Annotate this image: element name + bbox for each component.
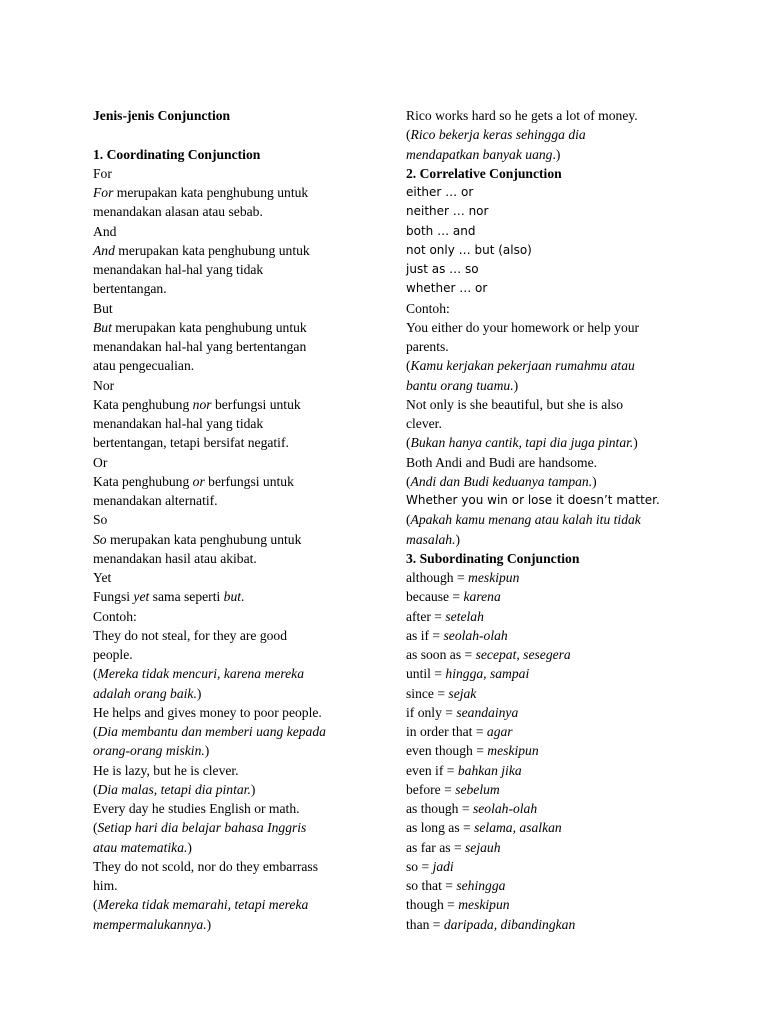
conjunction-english: so that: [406, 878, 442, 893]
correlative-pair: neither … nor: [406, 204, 489, 219]
correlative-pair: both … and: [406, 223, 476, 238]
example-2-translation-line1: (Dia membantu dan memberi uang kepada: [93, 724, 326, 739]
translation-text: Andi dan Budi keduanya tampan.: [410, 473, 593, 489]
subordinating-item: even if = bahkan jika: [406, 762, 522, 778]
conjunction-english: though: [406, 897, 444, 913]
conjunction-indonesian: sejak: [448, 685, 477, 701]
desc-text: berfungsi untuk: [204, 473, 294, 489]
example-6-translation-line1: (Rico bekerja keras sehingga dia: [406, 127, 586, 143]
conjunction-indonesian: sejauh: [465, 839, 501, 855]
desc-text: merupakan kata penghubung untuk: [106, 531, 302, 547]
correlative-example-4-translation-line2: masalah.): [406, 531, 461, 547]
correlative-pair: just as … so: [406, 262, 479, 276]
example-4-translation-line2: atau matematika.): [93, 839, 192, 855]
conjunction-english: although: [406, 570, 454, 585]
italic-term: nor: [192, 396, 212, 412]
conjunction-english: so: [406, 858, 419, 874]
conjunction-english: in order that: [406, 724, 473, 739]
conjunction-indonesian: bahkan jika: [457, 762, 522, 778]
spacer: [93, 125, 383, 144]
correlative-pair: either … or: [406, 185, 474, 199]
correlative-list: [406, 183, 706, 299]
example-5-line2: him.: [93, 878, 118, 893]
conjunction-english: than: [406, 916, 430, 932]
subordinating-item: even though = meskipun: [406, 743, 539, 759]
example-3: He is lazy, but he is clever.: [93, 762, 239, 778]
conjunction-english: as though: [406, 801, 459, 816]
desc-so-line1: [93, 530, 383, 549]
translation-text: Mereka tidak mencuri, karena mereka: [97, 666, 304, 682]
conjunction-indonesian: sebelum: [455, 781, 500, 797]
contoh-label: Contoh:: [406, 300, 450, 316]
subordinating-item: in order that = agar: [406, 724, 513, 739]
conjunction-indonesian: meskipun: [458, 897, 510, 913]
example-5-translation-line1: (Mereka tidak memarahi, tetapi mereka: [93, 897, 309, 913]
translation-text: mempermalukannya.: [93, 916, 207, 932]
example-6-translation-line2: mendapatkan banyak uang.): [406, 146, 561, 162]
translation-text: Setiap hari dia belajar bahasa Inggris: [97, 820, 307, 836]
correlative-pair: not only … but (also): [406, 242, 532, 257]
correlative-example-4-translation-line1: (Apakah kamu menang atau kalah itu tidak: [406, 512, 641, 528]
desc-or-line1: [93, 472, 383, 491]
italic-term: or: [192, 473, 205, 489]
conjunction-indonesian: karena: [463, 589, 501, 605]
subordinating-item: as far as = sejauh: [406, 839, 501, 855]
desc-text: sama seperti: [149, 589, 224, 605]
left-column: [93, 106, 383, 934]
correlative-example-2-line1: Not only is she beautiful, but she is also: [406, 396, 624, 412]
desc-and-line1: [93, 241, 383, 260]
subordinating-item: if only = seandainya: [406, 704, 519, 720]
term-but: But: [93, 300, 113, 316]
term-for: For: [93, 165, 112, 181]
correlative-example-1-line2: parents.: [406, 339, 449, 354]
italic-term: And: [93, 242, 115, 258]
conjunction-english: even if: [406, 762, 444, 778]
example-2-translation-line2: orang-orang miskin.): [93, 743, 210, 759]
conjunction-english: because: [406, 589, 450, 605]
example-4-translation-line1: (Setiap hari dia belajar bahasa Inggris: [93, 820, 307, 836]
contoh-label: Contoh:: [93, 608, 137, 624]
subordinating-list: [406, 568, 706, 934]
conjunction-indonesian: seolah-olah: [443, 627, 508, 643]
subordinating-item: so that = sehingga: [406, 878, 506, 893]
conjunction-indonesian: setelah: [445, 608, 484, 624]
translation-text: adalah orang baik.: [93, 685, 197, 701]
correlative-example-1-translation-line1: (Kamu kerjakan pekerjaan rumahmu atau: [406, 358, 635, 374]
desc-text: Kata penghubung: [93, 473, 193, 489]
desc-so-line2: menandakan hasil atau akibat.: [93, 550, 257, 566]
subordinating-item: though = meskipun: [406, 897, 510, 913]
subordinating-item: before = sebelum: [406, 781, 500, 797]
example-5-translation-line2: mempermalukannya.): [93, 916, 212, 932]
example-3-translation: (Dia malas, tetapi dia pintar.): [93, 781, 256, 797]
correlative-example-3: Both Andi and Budi are handsome.: [406, 454, 598, 470]
correlative-example-4: Whether you win or lose it doesn’t matter.: [406, 493, 660, 507]
desc-but-line1: [93, 318, 383, 337]
translation-text: atau matematika.: [93, 839, 188, 855]
translation-text: mendapatkan banyak uang: [406, 146, 553, 162]
conjunction-indonesian: secepat, sesegera: [475, 647, 571, 662]
subordinating-item: although = meskipun: [406, 570, 520, 585]
desc-text: Kata penghubung: [93, 396, 193, 412]
translation-text: Bukan hanya cantik, tapi dia juga pintar.: [410, 435, 634, 451]
subordinating-item: so = jadi: [406, 858, 454, 874]
desc-and-line3: bertentangan.: [93, 281, 167, 297]
example-5-line1: They do not scold, nor do they embarrass: [93, 858, 319, 874]
desc-or-line2: menandakan alternatif.: [93, 493, 218, 508]
example-1-line1: They do not steal, for they are good: [93, 627, 288, 643]
example-1-translation-line1: (Mereka tidak mencuri, karena mereka: [93, 666, 304, 682]
conjunction-indonesian: seandainya: [456, 704, 519, 720]
desc-text: merupakan kata penghubung untuk: [114, 242, 310, 258]
conjunction-english: after: [406, 608, 431, 624]
conjunction-indonesian: seolah-olah: [472, 801, 538, 816]
translation-text: orang-orang miskin.: [93, 743, 205, 759]
desc-but-line3: atau pengecualian.: [93, 358, 195, 374]
conjunction-english: as if: [406, 627, 430, 643]
desc-text: berfungsi untuk: [211, 396, 301, 412]
conjunction-indonesian: selama, asalkan: [474, 820, 562, 836]
conjunction-indonesian: agar: [486, 724, 513, 739]
subordinating-item: as if = seolah-olah: [406, 627, 508, 643]
translation-text: Kamu kerjakan pekerjaan rumahmu atau: [410, 358, 635, 374]
translation-text: Dia membantu dan memberi uang kepada: [97, 724, 326, 739]
term-so: So: [93, 512, 108, 528]
conjunction-indonesian: daripada, dibandingkan: [443, 916, 576, 932]
italic-term: For: [93, 185, 114, 200]
subordinating-item: as long as = selama, asalkan: [406, 820, 562, 836]
subordinating-item: as though = seolah-olah: [406, 801, 538, 816]
subordinating-item: since = sejak: [406, 685, 477, 701]
term-and: And: [93, 223, 117, 239]
example-6: Rico works hard so he gets a lot of money.: [406, 108, 638, 123]
example-1-line2: people.: [93, 647, 133, 662]
desc-yet-line1: [93, 587, 383, 606]
translation-text: Apakah kamu menang atau kalah itu tidak: [410, 512, 641, 528]
conjunction-indonesian: meskipun: [468, 570, 520, 585]
subordinating-item: than = daripada, dibandingkan: [406, 916, 576, 932]
italic-term: yet: [133, 589, 150, 605]
conjunction-english: since: [406, 685, 434, 701]
desc-but-line2: menandakan hal-hal yang bertentangan: [93, 339, 307, 354]
correlative-example-2-line2: clever.: [406, 416, 442, 431]
desc-text: Fungsi: [93, 589, 134, 605]
term-nor: Nor: [93, 377, 115, 393]
desc-text: .: [241, 589, 245, 605]
conjunction-indonesian: jadi: [432, 858, 454, 874]
section-heading-subordinating: 3. Subordinating Conjunction: [406, 550, 580, 566]
conjunction-english: as long as: [406, 820, 460, 836]
conjunction-english: if only: [406, 704, 442, 720]
italic-term: but: [223, 589, 242, 605]
desc-nor-line1: [93, 395, 383, 414]
conjunction-english: until: [406, 666, 431, 682]
correlative-example-3-translation: (Andi dan Budi keduanya tampan.): [406, 473, 597, 489]
conjunction-english: before: [406, 781, 441, 797]
desc-for-line2: menandakan alasan atau sebab.: [93, 204, 263, 220]
desc-for-line1: [93, 183, 383, 202]
subordinating-item: as soon as = secepat, sesegera: [406, 647, 571, 662]
section-heading-correlative: 2. Correlative Conjunction: [406, 165, 562, 181]
correlative-example-1-line1: You either do your homework or help your: [406, 319, 640, 335]
translation-text: masalah.: [406, 531, 456, 547]
subordinating-item: because = karena: [406, 589, 501, 605]
conjunction-indonesian: hingga, sampai: [445, 666, 530, 682]
section-heading-coordinating: 1. Coordinating Conjunction: [93, 146, 261, 162]
translation-text: bantu orang tuamu.: [406, 377, 514, 393]
document-title: Jenis-jenis Conjunction: [93, 108, 231, 123]
conjunction-english: as soon as: [406, 647, 462, 662]
desc-nor-line2: menandakan hal-hal yang tidak: [93, 416, 264, 431]
desc-text: merupakan kata penghubung untuk: [111, 319, 307, 335]
right-column: [406, 106, 706, 934]
correlative-example-2-translation: (Bukan hanya cantik, tapi dia juga pintar.): [406, 435, 638, 451]
subordinating-item: until = hingga, sampai: [406, 666, 530, 682]
example-2: He helps and gives money to poor people.: [93, 704, 322, 720]
example-4: Every day he studies English or math.: [93, 801, 300, 816]
correlative-pair: whether … or: [406, 281, 488, 296]
translation-text: Dia malas, tetapi dia pintar.: [97, 781, 251, 797]
conjunction-english: even though: [406, 743, 473, 759]
italic-term: So: [93, 531, 107, 547]
translation-text: Rico bekerja keras sehingga dia: [410, 127, 586, 143]
conjunction-indonesian: meskipun: [487, 743, 539, 759]
italic-term: But: [93, 319, 112, 335]
conjunction-indonesian: sehingga: [456, 878, 506, 893]
desc-nor-line3: bertentangan, tetapi bersifat negatif.: [93, 435, 289, 451]
conjunction-english: as far as: [406, 839, 451, 855]
subordinating-item: after = setelah: [406, 608, 484, 624]
term-or: Or: [93, 454, 108, 470]
correlative-example-1-translation-line2: bantu orang tuamu.): [406, 377, 519, 393]
desc-text: merupakan kata penghubung untuk: [113, 185, 309, 200]
term-yet: Yet: [93, 570, 112, 585]
translation-text: Mereka tidak memarahi, tetapi mereka: [97, 897, 309, 913]
example-1-translation-line2: adalah orang baik.): [93, 685, 202, 701]
desc-and-line2: menandakan hal-hal yang tidak: [93, 262, 264, 277]
